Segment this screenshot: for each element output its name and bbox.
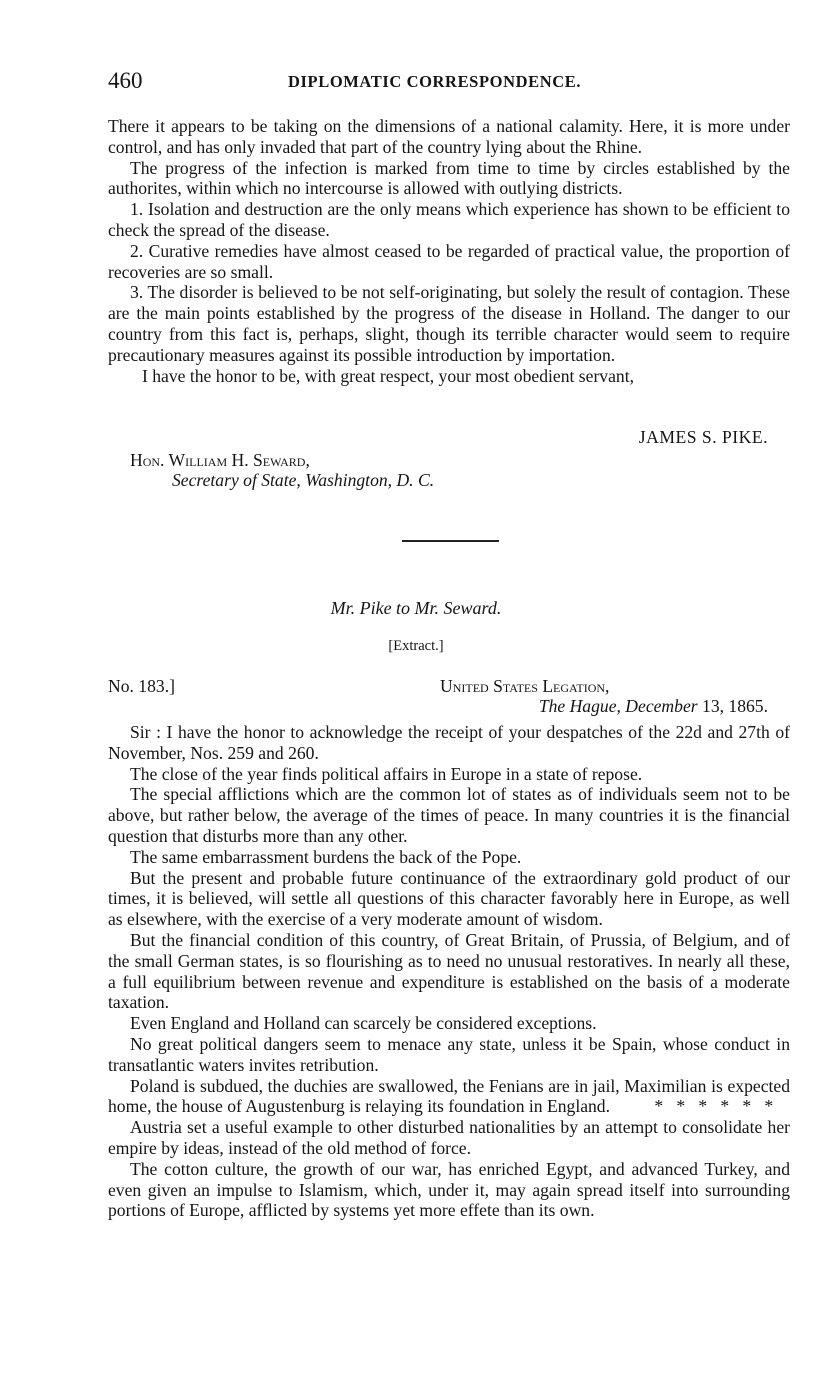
paragraph: There it appears to be taking on the dimensions of a national calamity. Here, it is more under control, and has only invaded that part of the country lying about the Rhine. <box>108 116 790 157</box>
legation-heading: United States Legation, <box>440 676 610 696</box>
paragraph: 1. Isolation and destruction are the only means which experience has shown to be efficient to check the spread of the disease. <box>108 199 790 240</box>
page-header <box>108 68 788 98</box>
addressee-name-text: Hon. William H. Seward, <box>130 450 310 470</box>
dateline <box>465 696 768 717</box>
running-title: DIPLOMATIC CORRESPONDENCE. <box>288 72 582 91</box>
paragraph <box>108 1076 790 1118</box>
closing-line: I have the honor to be, with great respect, your most obedient servant, <box>142 365 634 386</box>
addressee-name <box>130 450 730 471</box>
paragraph: The same embarrassment burdens the back of the Pope. <box>130 846 522 867</box>
despatch-number: No. 183.] <box>108 676 175 696</box>
page-number: 460 <box>108 68 143 93</box>
paragraph: The close of the year finds political affairs in Europe in a state of repose. <box>130 763 643 784</box>
ellipsis-stars: * * * * * * <box>654 1096 774 1117</box>
addressee-title: Secretary of State, Washington, D. C. <box>172 470 435 490</box>
section-divider <box>402 540 499 542</box>
dateline-date: 13, 1865. <box>702 696 768 716</box>
paragraph: 3. The disorder is believed to be not self-originating, but solely the result of contagion. These are the main points established by the progress of the disease in Holland. The danger to our country from this fact is, perhaps, slight, though its terrible character would seem to require precautionary measures against its possible introduction by importation. <box>108 282 790 365</box>
paragraph-text: Poland is subdued, the duchies are swallowed, the Fenians are in jail, Maximilian is expected home, the house of Augustenburg is relaying its foundation in England. <box>108 1075 790 1117</box>
paragraph: The special afflictions which are the common lot of states as of individuals seem not to be above, but rather below, the average of the times of peace. In many countries it is the financial question that disturbs more than any other. <box>108 784 790 846</box>
paragraph: The progress of the infection is marked from time to time by circles established by the authorites, within which no intercourse is allowed with outlying districts. <box>108 157 790 199</box>
paragraph: The cotton culture, the growth of our war, has enriched Egypt, and advanced Turkey, and even given an impulse to Islamism, which, under it, may again spread itself into surrounding portions of Europe, afflicted by systems yet more effete than its own. <box>108 1158 790 1221</box>
extract-label: [Extract.] <box>388 638 444 654</box>
paragraph: But the financial condition of this country, of Great Britain, of Prussia, of Belgium, and of the small German states, is so flourishing as to need no unusual restoratives. In nearly all these, a full equilibrium between revenue and expenditure is established on the basis of a moderate taxation. <box>108 929 790 1013</box>
paragraph: No great political dangers seem to menace any state, unless it be Spain, whose conduct in transatlantic waters invites retribution. <box>108 1033 790 1075</box>
paragraph: Even England and Holland can scarcely be considered exceptions. <box>130 1013 597 1034</box>
dateline-place: The Hague, December <box>538 696 698 716</box>
signature: JAMES S. PIKE. <box>638 427 768 447</box>
paragraph: 2. Curative remedies have almost ceased to be regarded of practical value, the proportion of recoveries are so small. <box>108 240 790 282</box>
paragraph: Austria set a useful example to other disturbed nationalities by an attempt to consolidate her empire by ideas, instead of the old method of force. <box>108 1117 790 1158</box>
letter1-body <box>108 116 790 386</box>
paragraph: But the present and probable future continuance of the extraordinary gold product of our times, it is believed, will settle all questions of this character favorably here in Europe, as well as elsewhere, with the exercise of a very moderate amount of wisdom. <box>108 867 790 930</box>
paragraph: Sir : I have the honor to acknowledge the receipt of your despatches of the 22d and 27th of November, Nos. 259 and 260. <box>108 722 790 763</box>
letter-title: Mr. Pike to Mr. Seward. <box>330 598 502 618</box>
letter2-body <box>108 722 790 1221</box>
